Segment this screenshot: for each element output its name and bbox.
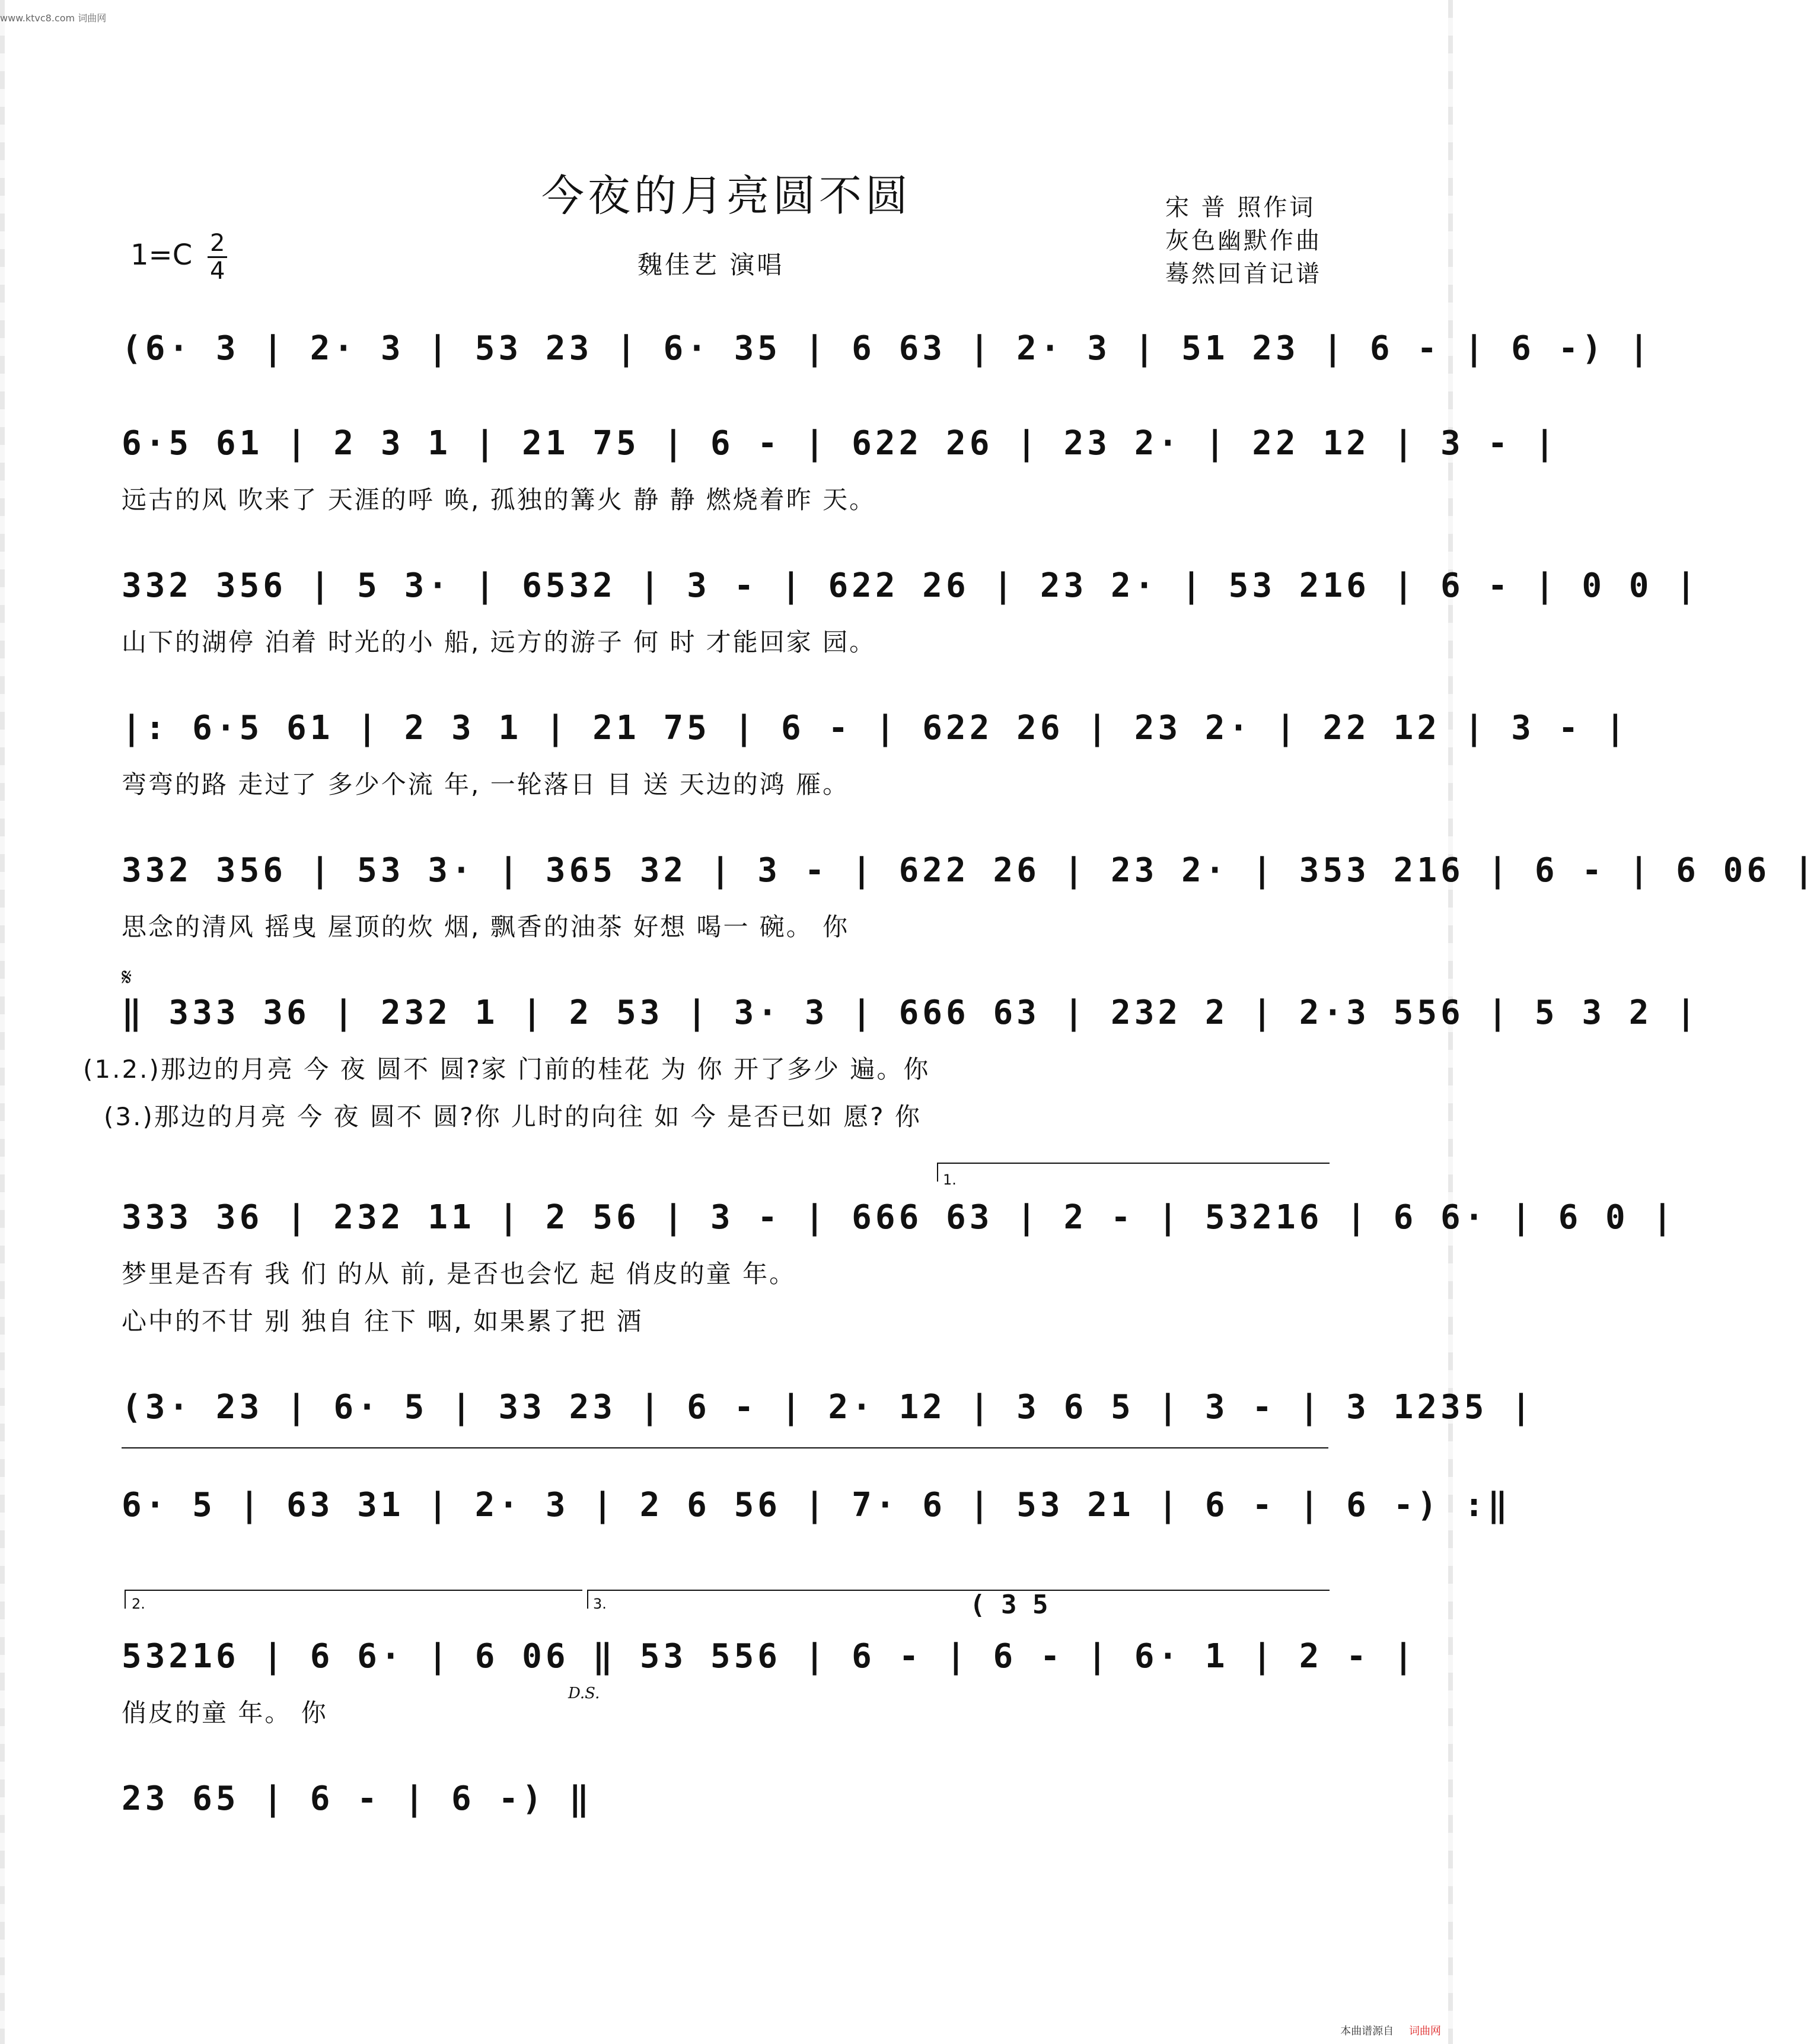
notes-line: (6· 3 | 2· 3 | 53 23 | 6· 35 | 6 63 | 2· 3 | 51 23 | 6 - | 6 -) | [122, 329, 1653, 368]
lyric-line: 山下的湖停 泊着 时光的小 船, 远方的游子 何 时 才能回家 园。 [122, 628, 876, 657]
volta-1-bracket [937, 1163, 1330, 1182]
lyric-line: 远古的风 吹来了 天涯的呼 唤, 孤独的篝火 静 静 燃烧着昨 天。 [122, 485, 876, 514]
volta-2-label: 2. [132, 1596, 145, 1612]
system-9 [0, 1486, 1512, 1593]
lyric-line-2: (3.)那边的月亮 今 夜 圆不 圆?你 儿时的向往 如 今 是否已如 愿? 你 [104, 1102, 922, 1131]
ds-mark: D.S. [568, 1685, 600, 1702]
lyric-line: 弯弯的路 走过了 多少个流 年, 一轮落日 目 送 天边的鸿 雁。 [122, 770, 850, 799]
key-signature: 1=C [130, 238, 193, 272]
system-6 [0, 994, 1700, 1131]
notes-line: |: 6·5 61 | 2 3 1 | 21 75 | 6 - | 622 26 | 23 2· | 22 12 | 3 - | [122, 709, 1629, 747]
volta-1-continuation [122, 1447, 1328, 1448]
lyric-line-1: (1.2.)那边的月亮 今 夜 圆不 圆?家 门前的桂花 为 你 开了多少 遍。你 [83, 1055, 930, 1084]
volta-2-bracket [125, 1590, 582, 1609]
footer-source: 本曲谱源自 [1340, 2025, 1394, 2037]
segno-sign: 𝄋 [122, 964, 132, 991]
pickup-notes: ( 3 5 [970, 1590, 1048, 1620]
volta-3-bracket [587, 1590, 1330, 1609]
lyric-line-2: 心中的不甘 别 独自 往下 咽, 如果累了把 酒 [122, 1307, 643, 1336]
system-2 [0, 424, 1558, 531]
volta-1-label: 1. [943, 1171, 957, 1188]
system-8 [0, 1388, 1535, 1495]
system-3 [0, 566, 1700, 673]
system-4 [0, 709, 1629, 816]
notes-line: 53216 | 6 6· | 6 06 ‖ 53 556 | 6 - | 6 - | 6· 1 | 2 - | [122, 1637, 1417, 1676]
volta-3-label: 3. [593, 1596, 607, 1612]
notes-line: 333 36 | 232 11 | 2 56 | 3 - | 666 63 | 2 - | 53216 | 6 6· | 6 0 | [122, 1198, 1676, 1237]
notes-line: 23 65 | 6 - | 6 -) ‖ [122, 1779, 593, 1818]
notes-line: (3· 23 | 6· 5 | 33 23 | 6 - | 2· 12 | 3 6 5 | 3 - | 3 1235 | [122, 1388, 1535, 1427]
system-10 [0, 1637, 1453, 1744]
singer: 魏佳艺 演唱 [637, 250, 785, 279]
composer: 灰色幽默作曲 [1165, 227, 1322, 254]
song-title: 今夜的月亮圆不圆 [541, 171, 911, 221]
notes-line: 6·5 61 | 2 3 1 | 21 75 | 6 - | 622 26 | 23 2· | 22 12 | 3 - | [122, 424, 1558, 463]
system-11 [0, 1779, 1453, 1886]
system-7 [0, 1198, 1676, 1336]
footer [1340, 2023, 1441, 2038]
system-1 [0, 329, 1653, 436]
time-signature-top: 2 [208, 230, 227, 258]
notes-line: 332 356 | 5 3· | 6532 | 3 - | 622 26 | 23 2· | 53 216 | 6 - | 0 0 | [122, 566, 1700, 605]
lyric-line: 思念的清风 摇曳 屋顶的炊 烟, 飘香的油茶 好想 喝一 碗。 你 [122, 912, 850, 941]
footer-brand[interactable]: 词曲网 [1409, 2025, 1441, 2037]
lyric-line-1: 梦里是否有 我 们 的从 前, 是否也会忆 起 俏皮的童 年。 [122, 1259, 796, 1288]
system-5 [0, 851, 1817, 958]
time-signature [208, 230, 227, 284]
notes-line: ‖ 333 36 | 232 1 | 2 53 | 3· 3 | 666 63 | 232 2 | 2·3 556 | 5 3 2 | [122, 994, 1700, 1032]
credits [1165, 191, 1322, 291]
notes-line: 332 356 | 53 3· | 365 32 | 3 - | 622 26 | 23 2· | 353 216 | 6 - | 6 06 | [122, 851, 1817, 890]
source-url: www.ktvc8.com 词曲网 [0, 12, 107, 24]
transcriber: 蓦然回首记谱 [1165, 260, 1322, 288]
notes-line: 6· 5 | 63 31 | 2· 3 | 2 6 56 | 7· 6 | 53 21 | 6 - | 6 -) :‖ [122, 1486, 1512, 1524]
time-signature-bottom: 4 [210, 257, 225, 285]
lyric-line: 俏皮的童 年。 你 [122, 1698, 328, 1727]
lyricist: 宋 普 照作词 [1165, 194, 1316, 221]
